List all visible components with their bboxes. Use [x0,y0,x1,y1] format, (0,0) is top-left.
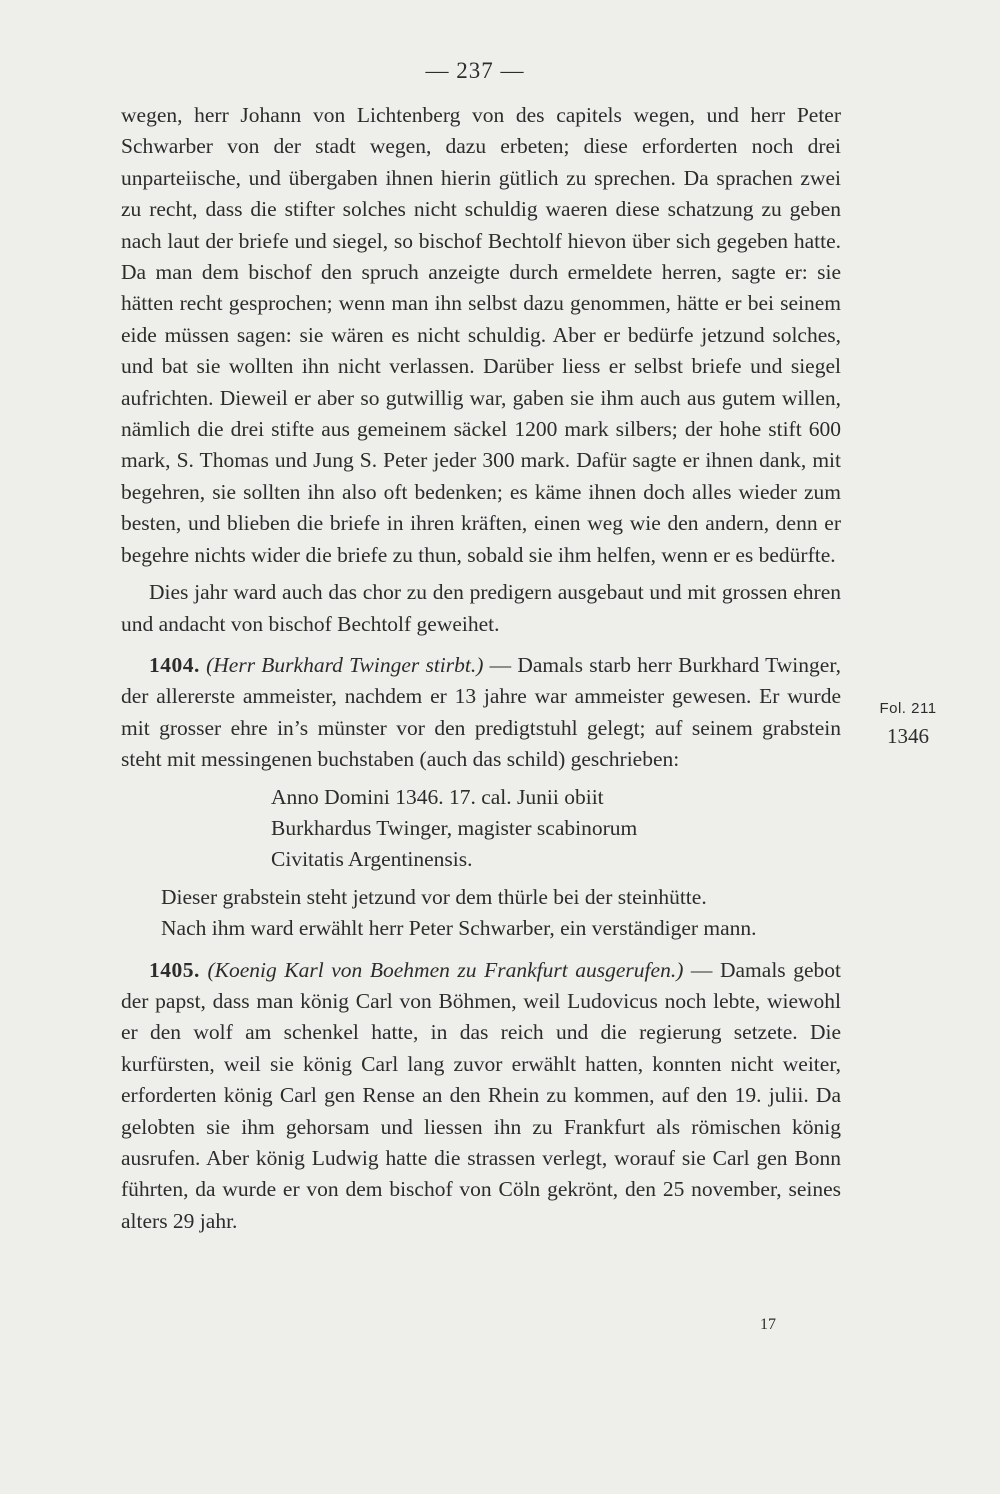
margin-folio: Fol. 211 [879,700,937,717]
paragraph-schwarber: Nach ihm ward erwählt herr Peter Schwarber, ein verständiger mann. [161,916,757,941]
grave-inscription [271,782,841,876]
entry-1404 [121,650,841,776]
entry-text: — Damals starb herr Burkhard Twinger, der allererste ammeister, nachdem er 13 jahre war ammeister gewesen. Er wurde mit grosser ehre in’s münster vor den predigtstuhl gelegt; auf seinem grabstein steht mit messingenen buchstaben (auch das schild) geschrieben: [121,652,841,772]
signature-mark: 17 [760,1316,776,1333]
inscription-line: Burkhardus Twinger, magister scabinorum [271,815,638,840]
entry-text: — Damals gebot der papst, dass man könig Carl von Böhmen, weil Ludovicus noch lebte, wiewohl er den wolf am schenkel hatte, in das reich und die regierung setzete. Die kurfürsten, weil sie könig Carl lang zuvor erwählt hatten, konnten nicht weiter, erforderten könig Carl gen Rense an den Rhein zu kommen, auf den 19. julii. Da gelobten sie ihm gehorsam und liessen ihn zu Frankfurt als römischen könig ausrufen. Aber könig Ludwig hatte die strassen verlegt, worauf sie Carl gen Bonn führten, da wurde er von dem bischof von Cöln gekrönt, den 25 november, seines alters 29 jahr. [121,957,841,1233]
entry-1405 [121,955,841,1238]
paragraph-continuation: wegen, herr Johann von Lichtenberg von des capitels wegen, und herr Peter Schwarber von der stadt wegen, dazu erbeten; diese erforderten noch drei unparteiische, und übergaben ihnen hierin gütlich zu sprechen. Da sprachen zwei zu recht, dass die stifter solches nicht schuldig waeren diese schatzung zu geben nach laut der briefe und siegel, so bischof Bechtolf hievon über sich gegeben hatte. Da man dem bischof den spruch anzeigte durch ermeldete herren, sagte er: sie hätten recht gesprochen; wenn man ihn selbst dazu genommen, hätte er bei seinem eide müssen sagen: sie wären es nicht schuldig. Aber er bedürfe jetzund solches, und bat sie wollten ihn nicht verlassen. Darüber liess er selbst briefe und siegel aufrichten. Dieweil er aber so gutwillig war, gaben sie ihm auch aus gutem willen, nämlich die drei stifte aus gemeinem säckel 1200 mark silbers; der hohe stift 600 mark, S. Thomas und Jung S. Peter jeder 300 mark. Dafür sagte er ihnen dank, mit begehren, sie sollten ihn also oft bedenken; es käme ihnen doch alles wieder zum besten, und blieben die briefe in ihren kräften, einen weg wie den andern, denn er begehre nichts wider die briefe zu thun, sobald sie ihm helfen, wenn er es bedürfte. [121,103,841,567]
entry-title: (Herr Burkhard Twinger stirbt.) [206,652,484,677]
body-text [121,100,841,1237]
entry-year: 1404. [149,652,200,677]
inscription-line: Anno Domini 1346. 17. cal. Junii obiit [271,784,604,809]
margin-year: 1346 [887,724,929,748]
inscription-line: Civitatis Argentinensis. [271,847,473,872]
entry-year: 1405. [149,957,200,982]
paragraph-chor: Dies jahr ward auch das chor zu den predigern ausgebaut und mit grossen ehren und andacht von bischof Bechtolf geweihet. [121,580,841,636]
page-number: — 237 — [425,58,525,83]
entry-title: (Koenig Karl von Boehmen zu Frankfurt ausgerufen.) [207,957,684,982]
paragraph-grabstein: Dieser grabstein steht jetzund vor dem thürle bei der steinhütte. [161,884,707,909]
